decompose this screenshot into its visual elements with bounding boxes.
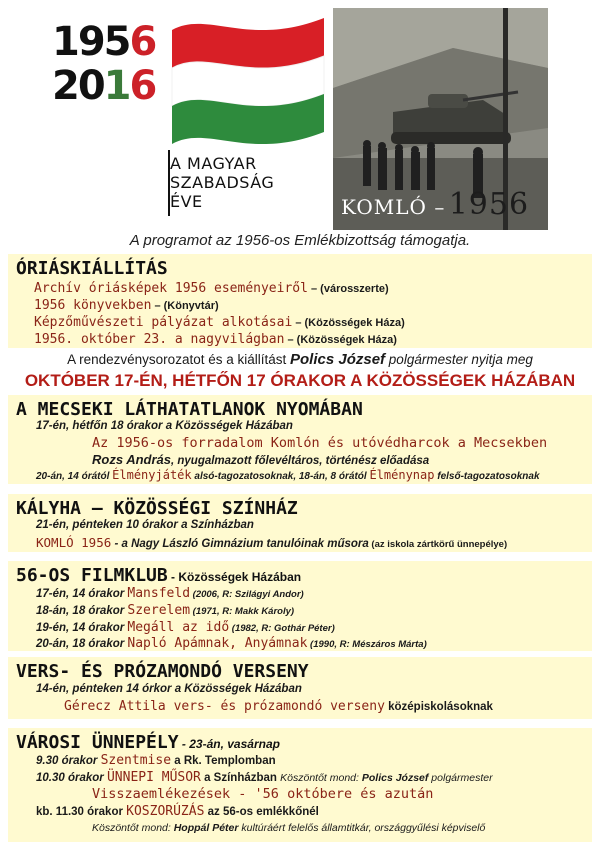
film-row: 20-án, 18 órakor Napló Apámnak, Anyámnak (1990, R: Mészáros Márta) — [36, 636, 427, 651]
support-text: A programot az 1956-os Emlékbizottság támogatja. — [129, 232, 471, 249]
film-box — [8, 561, 592, 651]
ceremony-mass: 9.30 órakor Szentmise a Rk. Templomban — [36, 753, 276, 768]
film-row: 17-én, 14 órakor Mansfeld (2006, R: Szilágyi Andor) — [36, 586, 304, 601]
ceremony-program: 10.30 órakor ÜNNEPI MŰSOR a Színházban Köszöntőt mond: Polics József polgármester — [36, 770, 493, 785]
year-2016: 2016 — [52, 63, 156, 109]
ceremony-box — [8, 728, 592, 842]
exhibition-item: 1956 könyvekben – (Könyvtár) — [34, 298, 219, 313]
ceremony-wreath: kb. 11.30 órakor KOSZORÚZÁS az 56-os emlékkőnél — [36, 804, 319, 819]
ceremony-title: VÁROSI ÜNNEPÉLY - 23-án, vasárnap — [16, 732, 280, 753]
mecsek-speaker: Rozs András, nyugalmazott főlevéltáros, történész előadása — [92, 452, 430, 467]
mecsek-games: 20-án, 14 órától Élményjáték alsó-tagozatosoknak, 18-án, 8 órától Élménynap felső-tagozatosoknak — [36, 468, 540, 482]
opening-line: A rendezvénysorozatot és a kiállítást Polics József polgármester nyitja meg — [67, 351, 533, 368]
exhibition-item: Archív óriásképek 1956 eseményeiről – (városszerte) — [34, 281, 389, 296]
year-1956: 1956 — [52, 19, 156, 65]
theatre-when: 21-én, pénteken 10 órakor a Színházban — [36, 519, 254, 531]
ceremony-memories: Visszaemlékezések - '56 októbere és azután — [92, 786, 434, 802]
ceremony-greeting: Köszöntőt mond: Hoppál Péter kultúráért felelős államtitkár, országgyűlési képviselő — [92, 822, 486, 834]
mecsek-when: 17-én, hétfőn 18 órakor a Közösségek Házában — [36, 420, 293, 432]
exhibition-item: Képzőművészeti pályázat alkotásai – (Közösségek Háza) — [34, 315, 405, 330]
hungarian-flag-icon — [168, 8, 328, 158]
poetry-when: 14-én, pénteken 14 órkor a Közösségek Házában — [36, 683, 302, 695]
film-row: 18-án, 18 órakor Szerelem (1971, R: Makk Károly) — [36, 603, 295, 618]
theatre-title: KÁLYHA – KÖZÖSSÉGI SZÍNHÁZ — [16, 498, 298, 519]
film-row: 19-én, 14 órakor Megáll az idő (1982, R: Gothár Péter) — [36, 620, 335, 635]
opening-date: OKTÓBER 17-ÉN, HÉTFŐN 17 ÓRAKOR A KÖZÖSSÉGEK HÁZÁBAN — [24, 371, 576, 390]
mecsek-box — [8, 395, 592, 484]
poetry-box — [8, 657, 592, 719]
mecsek-title: A MECSEKI LÁTHATATLANOK NYOMÁBAN — [16, 399, 363, 420]
years-logo — [52, 20, 162, 108]
exhibition-box — [8, 254, 592, 348]
poetry-title: VERS- ÉS PRÓZAMONDÓ VERSENY — [16, 661, 309, 682]
exhibition-item: 1956. október 23. a nagyvilágban – (Közösségek Háza) — [34, 332, 397, 347]
photo-title: KOMLÓ – 1956 — [341, 187, 530, 222]
poetry-event: Gérecz Attila vers- és prózamondó verseny középiskolásoknak — [64, 699, 493, 714]
film-title: 56-OS FILMKLUB - Közösségek Házában — [16, 565, 302, 586]
theatre-box — [8, 494, 592, 552]
exhibition-title: ÓRIÁSKIÁLLÍTÁS — [16, 258, 168, 279]
theatre-show: KOMLÓ 1956 - a Nagy László Gimnázium tanulóinak műsora (az iskola zártkörű ünnepélye) — [36, 535, 508, 550]
mecsek-talk: Az 1956-os forradalom Komlón és utóvédharcok a Mecsekben — [92, 435, 548, 451]
flag-caption: A MAGYAR SZABADSÁG ÉVE — [170, 154, 275, 211]
tank-photo — [333, 8, 548, 230]
